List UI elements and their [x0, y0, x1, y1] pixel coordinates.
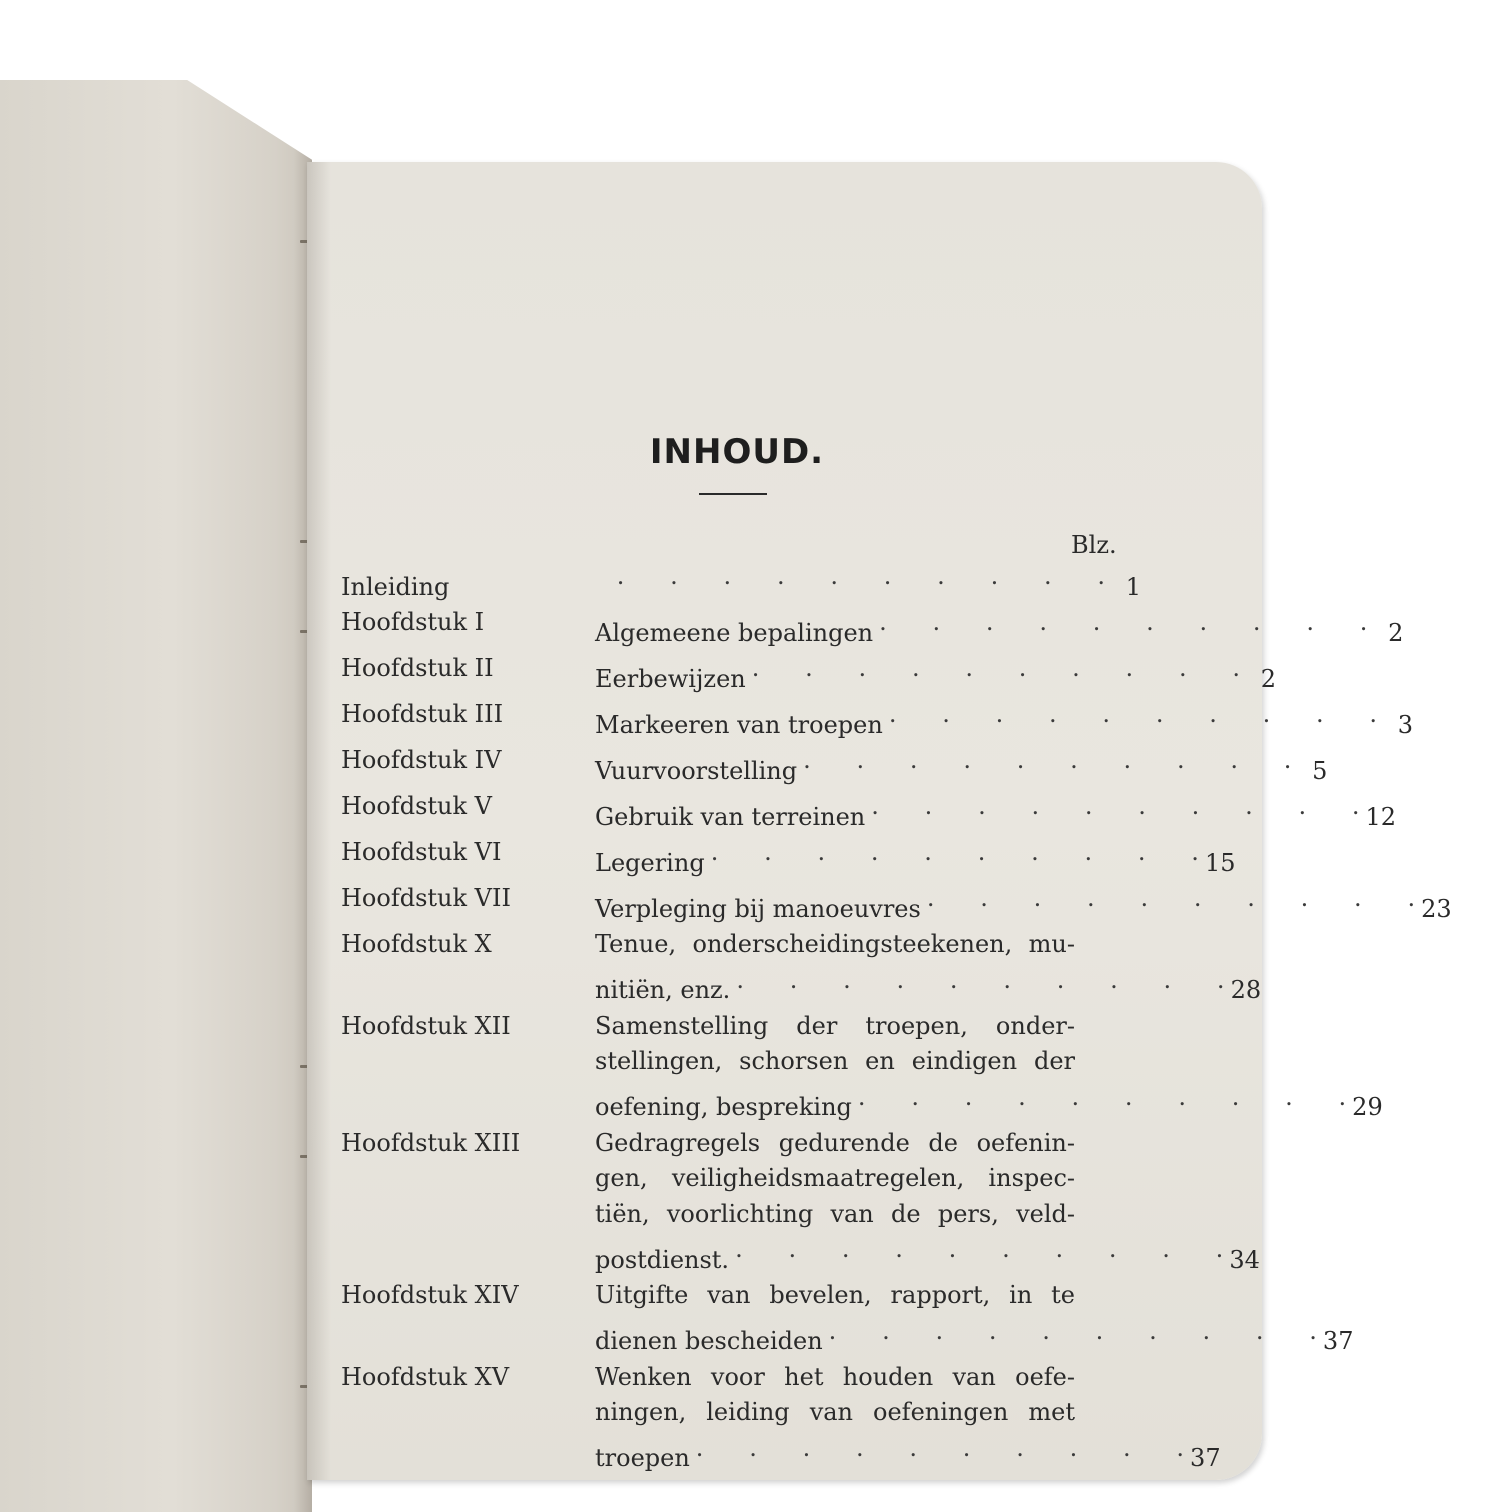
chapter-label: Hoofdstuk XII: [341, 1011, 511, 1040]
toc-line: [595, 789, 1396, 835]
toc-line: [595, 1009, 1382, 1045]
description-line: Wenken voor het houden van oefe-: [595, 1362, 1075, 1391]
chapter-label: Hoofdstuk VI: [341, 838, 502, 866]
dot-leader: [696, 1431, 1184, 1467]
description-line: nitiën, enz.: [595, 976, 731, 1004]
chapter-label: Hoofdstuk XIII: [341, 1128, 521, 1157]
dot-leader: [871, 789, 1359, 825]
toc-entry: [341, 605, 1404, 651]
description-line: Algemeene bepalingen: [595, 618, 874, 647]
toc-line: [595, 743, 1327, 789]
page-number: 29: [1352, 1093, 1383, 1121]
description-line: Samenstelling der troepen, onder-: [595, 1011, 1075, 1040]
chapter-label: Hoofdstuk XIV: [341, 1281, 519, 1309]
dot-leader: [711, 835, 1199, 871]
dot-leader: [735, 1232, 1223, 1268]
page-number: 28: [1230, 976, 1262, 1004]
toc-entry: [341, 1126, 1260, 1279]
chapter-description: [595, 605, 1403, 651]
page-number: 1: [1125, 572, 1141, 601]
chapter-description: [595, 1360, 1220, 1477]
toc-line: [595, 1080, 1382, 1126]
toc-line: [595, 605, 1403, 651]
toc-line: [595, 651, 1276, 697]
toc-line: [595, 927, 1261, 963]
toc-entry: [341, 881, 1452, 927]
page-number: 15: [1204, 848, 1236, 877]
chapter-description: [595, 835, 1235, 881]
chapter-label: Hoofdstuk III: [341, 700, 504, 728]
toc-line: [595, 963, 1261, 1009]
description-line: Legering: [595, 848, 705, 877]
chapter-label: Hoofdstuk XV: [341, 1362, 510, 1391]
dot-leader: [736, 963, 1224, 999]
description-line: tiën, voorlichting van de pers, veld-: [595, 1199, 1075, 1228]
description-line: stellingen, schorsen en eindigen der: [595, 1047, 1075, 1075]
page-title: INHOUD.: [649, 432, 825, 472]
table-of-contents: [341, 559, 1452, 1477]
description-line: Verpleging bij manoeuvres: [595, 894, 921, 923]
dot-leader: [803, 743, 1291, 779]
chapter-description: [595, 927, 1261, 1009]
toc-line: [595, 1161, 1259, 1197]
chapter-description: [595, 881, 1451, 927]
description-line: Eerbewijzen: [595, 664, 746, 693]
chapter-label: Hoofdstuk IV: [341, 746, 502, 774]
toc-line: [595, 1232, 1259, 1278]
description-line: Uitgifte van bevelen, rapport, in te: [595, 1281, 1075, 1309]
page-number: 2: [1260, 664, 1276, 693]
page-number: 23: [1421, 894, 1452, 923]
toc-line: [595, 835, 1235, 881]
toc-line: [595, 1044, 1382, 1080]
chapter-label: Hoofdstuk II: [341, 654, 494, 682]
page-number: 34: [1229, 1245, 1260, 1274]
description-line: Tenue, onderscheidingsteekenen, mu-: [595, 930, 1075, 958]
dot-leader: [889, 697, 1377, 733]
toc-line: [595, 1360, 1220, 1396]
chapter-label: Hoofdstuk X: [341, 930, 492, 958]
toc-entry: [341, 1278, 1354, 1360]
description-line: ningen, leiding van oefeningen met: [595, 1398, 1075, 1426]
description-line: troepen: [595, 1444, 690, 1472]
chapter-description: [595, 743, 1327, 789]
dot-leader: [858, 1080, 1346, 1116]
toc-line: [595, 1395, 1220, 1431]
chapter-description: [595, 1126, 1259, 1279]
dot-leader: [879, 605, 1367, 641]
toc-entry-intro: [341, 559, 1141, 605]
toc-entry: [341, 651, 1276, 697]
description-line: Gebruik van terreinen: [595, 802, 866, 831]
toc-entry: [341, 1360, 1221, 1477]
description-line: Vuurvoorstelling: [595, 756, 798, 785]
intro-label: Inleiding: [341, 572, 450, 601]
toc-entry: [341, 789, 1397, 835]
chapter-description: [595, 697, 1413, 743]
page-number: 12: [1365, 802, 1397, 831]
title-rule: [699, 493, 767, 495]
chapter-description: [595, 789, 1396, 835]
dot-leader: [752, 651, 1240, 687]
dot-leader: [455, 559, 1105, 595]
toc-entry: [341, 835, 1236, 881]
toc-line: [595, 1278, 1353, 1314]
chapter-label: Hoofdstuk I: [341, 608, 485, 636]
toc-line: [595, 697, 1413, 743]
dot-leader: [927, 881, 1415, 917]
toc-entry: [341, 927, 1262, 1009]
description-line: Gedragregels gedurende de oefenin-: [595, 1128, 1075, 1157]
toc-line: [595, 1431, 1220, 1477]
chapter-description: [595, 1009, 1382, 1126]
toc-line: [595, 881, 1451, 927]
page-number: 3: [1397, 710, 1414, 739]
description-line: gen, veiligheidsmaatregelen, inspec-: [595, 1164, 1075, 1192]
dot-leader: [829, 1314, 1317, 1350]
toc-entry: [341, 743, 1328, 789]
page-number: 2: [1388, 618, 1404, 647]
toc-entry: [341, 697, 1414, 743]
page-column-label: Blz.: [1071, 531, 1117, 559]
description-line: oefening, bespreking: [595, 1093, 852, 1121]
toc-line: [341, 559, 1141, 605]
description-line: postdienst.: [595, 1245, 730, 1274]
toc-entry: [341, 1009, 1383, 1126]
description-line: Markeeren van troepen: [595, 710, 883, 739]
contents-page: [307, 162, 1452, 1480]
chapter-label: Hoofdstuk VII: [341, 884, 511, 912]
chapter-label: Hoofdstuk V: [341, 792, 492, 820]
page-number: 37: [1322, 1327, 1354, 1355]
chapter-description: [595, 1278, 1353, 1360]
toc-line: [595, 1126, 1259, 1162]
chapter-description: [595, 651, 1276, 697]
toc-line: [595, 1314, 1353, 1360]
description-line: dienen bescheiden: [595, 1327, 823, 1355]
page-number: 37: [1190, 1444, 1221, 1472]
toc-line: [595, 1197, 1259, 1233]
left-page: [0, 80, 312, 1512]
page-number: 5: [1312, 756, 1328, 785]
